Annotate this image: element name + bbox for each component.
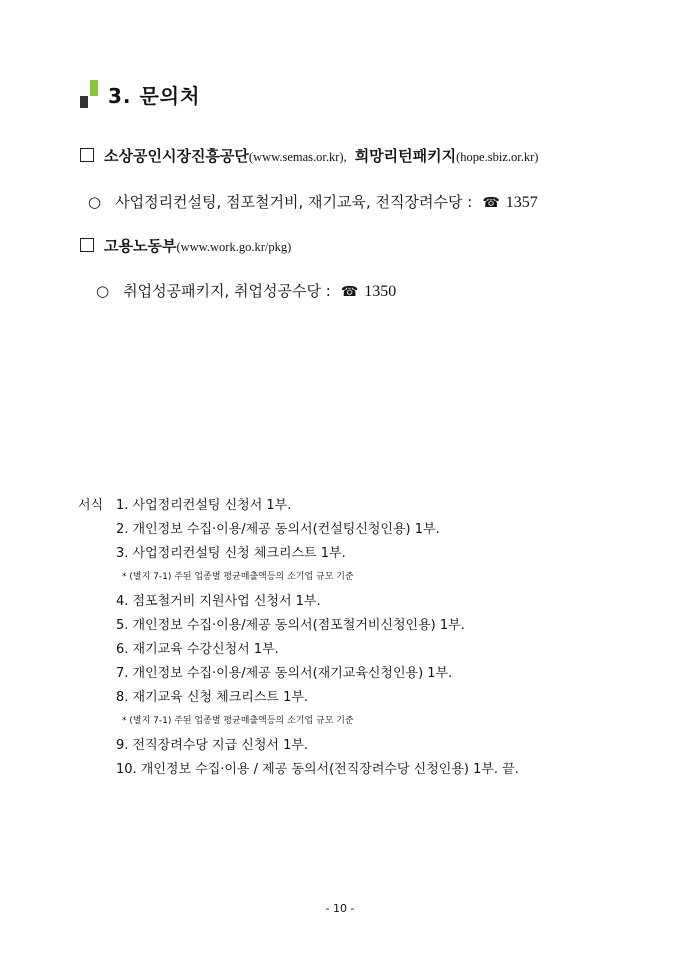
form-note: * (별지 7-1) 주된 업종별 평균매출액등의 소기업 규모 기준 [122, 572, 354, 582]
form-item: 2. 개인정보 수집·이용/제공 동의서(컨설팅신청인용) 1부. [116, 522, 440, 537]
org-name-2: 희망리턴패키지 [354, 147, 457, 165]
org-url: (www.work.go.kr/pkg) [176, 240, 292, 254]
phone-number: 1357 [505, 194, 538, 211]
page-number: - 10 - [325, 902, 355, 915]
org-url: (www.semas.or.kr), [248, 150, 347, 164]
phone-icon: ☎ [482, 195, 500, 211]
checkbox-square-icon [80, 148, 94, 162]
form-item: 1. 사업정리컨설팅 신청서 1부. [116, 498, 292, 513]
form-item: 4. 점포철거비 지원사업 신청서 1부. [116, 594, 321, 609]
form-note: * (별지 7-1) 주된 업종별 평균매출액등의 소기업 규모 기준 [122, 716, 354, 726]
form-item: 8. 재기교육 신청 체크리스트 1부. [116, 690, 309, 705]
org-semas-detail [88, 191, 538, 212]
form-item: 10. 개인정보 수집·이용 / 제공 동의서(전직장려수당 신청인용) 1부. 끝. [116, 762, 519, 777]
org-moel-detail [96, 280, 396, 301]
section-marker-icon [80, 80, 102, 110]
bullet-circle: ○ [96, 282, 110, 300]
org-moel [80, 235, 291, 256]
form-item: 7. 개인정보 수집·이용/제공 동의서(재기교육신청인용) 1부. [116, 666, 453, 681]
org-name: 고용노동부 [104, 237, 177, 255]
form-item: 3. 사업정리컨설팅 신청 체크리스트 1부. [116, 546, 346, 561]
phone-number: 1350 [364, 283, 397, 300]
form-item: 9. 전직장려수당 지급 신청서 1부. [116, 738, 309, 753]
form-item: 5. 개인정보 수집·이용/제공 동의서(점포철거비신청인용) 1부. [116, 618, 465, 633]
bullet-circle: ○ [88, 193, 102, 211]
forms-label: 서식 [78, 498, 104, 513]
org-semas [80, 145, 538, 166]
org-url-2: (hope.sbiz.or.kr) [456, 150, 539, 164]
phone-icon: ☎ [340, 284, 359, 300]
detail-text: 사업정리컨설팅, 점포철거비, 재기교육, 전직장려수당 : [115, 193, 473, 211]
section-title: 3. 문의처 [108, 84, 201, 108]
detail-text: 취업성공패키지, 취업성공수당 : [123, 282, 331, 300]
org-name: 소상공인시장진흥공단 [104, 147, 249, 165]
form-item: 6. 재기교육 수강신청서 1부. [116, 642, 279, 657]
section-heading [80, 80, 200, 110]
checkbox-square-icon [80, 238, 94, 252]
